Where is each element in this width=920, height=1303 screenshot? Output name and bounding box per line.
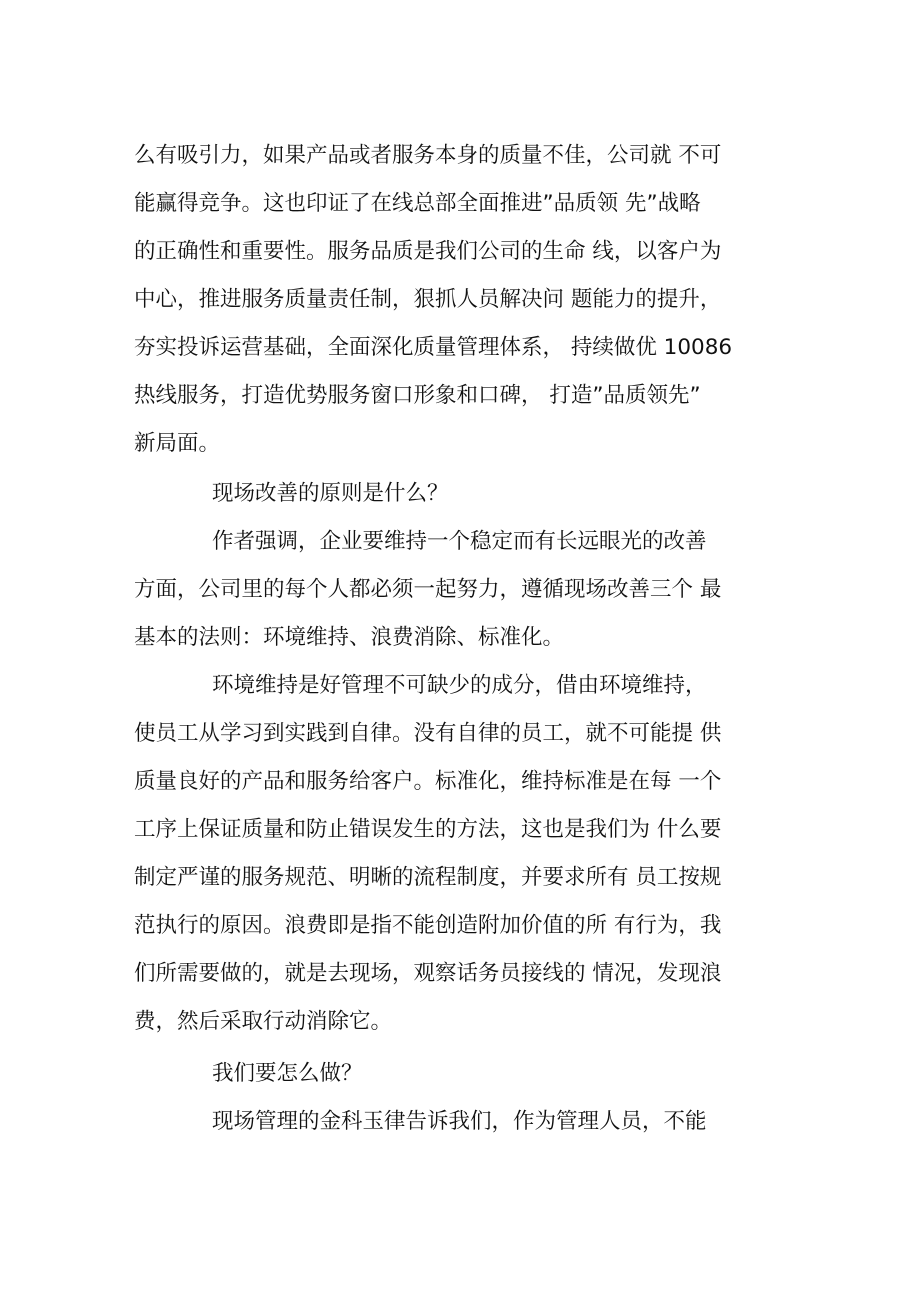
body-text-line: 制定严谨的服务规范、明晰的流程制度，并要求所有 员工按规 (134, 865, 722, 890)
body-text-line: 夯实投诉运营基础，全面深化质量管理体系， 持续做优 10086 (134, 335, 733, 360)
body-text-line: 们所需要做的，就是去现场，观察话务员接线的 情况，发现浪 (134, 961, 722, 986)
body-text-line: 费，然后采取行动消除它。 (134, 1009, 393, 1034)
section-heading: 现场改善的原则是什么？ (212, 481, 449, 506)
body-text-line: 中心，推进服务质量责任制，狠抓人员解决问 题能力的提升， (134, 287, 722, 312)
body-text-line: 范执行的原因。浪费即是指不能创造附加价值的所 有行为，我 (134, 913, 722, 938)
body-text-line: 使员工从学习到实践到自律。没有自律的员工，就不可能提 供 (134, 721, 722, 746)
body-text-line: 质量良好的产品和服务给客户。标准化，维持标准是在每 一个 (134, 769, 722, 794)
body-text-line: 的正确性和重要性。服务品质是我们公司的生命 线，以客户为 (134, 239, 722, 264)
body-text-line: 基本的法则：环境维持、浪费消除、标准化。 (134, 625, 565, 650)
body-text-line: 么有吸引力，如果产品或者服务本身的质量不佳，公司就 不可 (134, 143, 722, 168)
body-text-line: 能赢得竞争。这也印证了在线总部全面推进”品质领 先”战略 (134, 191, 701, 216)
body-text-line: 现场管理的金科玉律告诉我们，作为管理人员，不能 (212, 1109, 707, 1134)
body-text-line: 热线服务，打造优势服务窗口形象和口碑， 打造”品质领先” (134, 383, 701, 408)
body-text-line: 工序上保证质量和防止错误发生的方法，这也是我们为 什么要 (134, 817, 722, 842)
section-heading: 我们要怎么做？ (212, 1061, 363, 1086)
body-text-line: 新局面。 (134, 431, 221, 456)
body-text-line: 方面，公司里的每个人都必须一起努力，遵循现场改善三个 最 (134, 577, 722, 602)
body-text-line: 环境维持是好管理不可缺少的成分，借由环境维持， (212, 673, 707, 698)
body-text-line: 作者强调，企业要维持一个稳定而有长远眼光的改善 (212, 529, 707, 554)
